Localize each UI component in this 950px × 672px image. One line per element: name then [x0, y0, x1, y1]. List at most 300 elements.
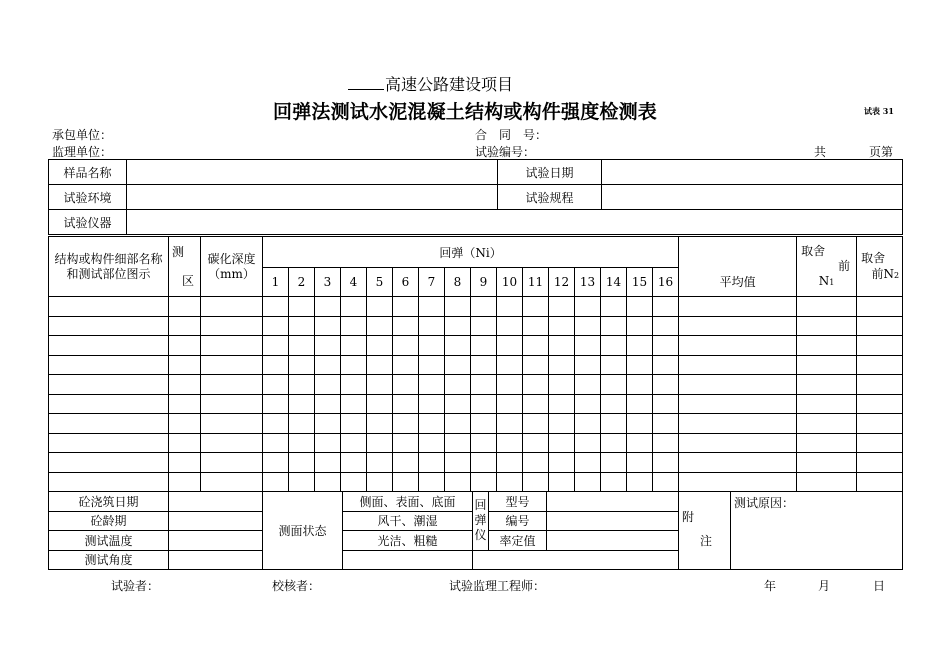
- component-header: 结构或构件细部名称和测试部位图示: [49, 237, 169, 297]
- table-row: [49, 492, 903, 512]
- data-row: [49, 394, 903, 414]
- n1-header-line-1: 取舍: [801, 243, 826, 258]
- carbonation-header: [201, 237, 263, 297]
- data-cell[interactable]: [679, 414, 797, 434]
- data-cell[interactable]: [797, 316, 857, 336]
- data-cell[interactable]: [471, 453, 497, 473]
- data-cell[interactable]: [523, 433, 549, 453]
- data-cell[interactable]: [575, 414, 601, 434]
- project-name-blank[interactable]: [348, 75, 384, 90]
- data-cell[interactable]: [169, 297, 201, 317]
- data-cell[interactable]: [169, 433, 201, 453]
- data-cell[interactable]: [497, 336, 523, 356]
- surface-option-side[interactable]: 侧面、表面、底面: [343, 492, 473, 512]
- zone-header: [169, 237, 201, 297]
- page-total-label: 共: [814, 145, 827, 159]
- data-cell[interactable]: [601, 453, 627, 473]
- point-number-header: 4: [341, 268, 367, 297]
- data-cell[interactable]: [523, 316, 549, 336]
- project-title: [348, 72, 513, 95]
- data-cell[interactable]: [797, 433, 857, 453]
- data-cell[interactable]: [445, 414, 471, 434]
- contract-no-label: 合 同 号：: [475, 128, 548, 142]
- data-cell[interactable]: [797, 453, 857, 473]
- data-cell[interactable]: [263, 433, 289, 453]
- data-cell[interactable]: [367, 472, 393, 492]
- data-cell[interactable]: [549, 453, 575, 473]
- data-cell[interactable]: [315, 375, 341, 395]
- data-cell[interactable]: [445, 472, 471, 492]
- data-cell[interactable]: [627, 433, 653, 453]
- data-cell[interactable]: [419, 336, 445, 356]
- hammer-label-1: 回: [474, 498, 487, 513]
- data-cell[interactable]: [627, 375, 653, 395]
- data-cell[interactable]: [201, 316, 263, 336]
- procedure-field[interactable]: [602, 185, 903, 210]
- data-cell[interactable]: [601, 375, 627, 395]
- n1-header: [797, 237, 857, 297]
- data-cell[interactable]: [445, 316, 471, 336]
- data-cell[interactable]: [341, 297, 367, 317]
- day-label: 日: [873, 579, 886, 593]
- data-cell[interactable]: [627, 297, 653, 317]
- data-cell[interactable]: [679, 472, 797, 492]
- data-cell[interactable]: [49, 375, 169, 395]
- data-cell[interactable]: [627, 453, 653, 473]
- data-cell[interactable]: [857, 433, 903, 453]
- point-number-header: 9: [471, 268, 497, 297]
- surface-option-smooth[interactable]: 光洁、粗糙: [343, 531, 473, 551]
- point-number-header: 13: [575, 268, 601, 297]
- data-cell[interactable]: [341, 433, 367, 453]
- data-cell[interactable]: [49, 394, 169, 414]
- data-cell[interactable]: [263, 394, 289, 414]
- data-cell[interactable]: [263, 297, 289, 317]
- page-title: 回弹法测试水泥混凝土结构或构件强度检测表: [273, 101, 658, 123]
- model-label: 型号: [489, 492, 547, 512]
- data-cell[interactable]: [341, 394, 367, 414]
- data-cell[interactable]: [797, 394, 857, 414]
- data-cell[interactable]: [169, 414, 201, 434]
- data-cell[interactable]: [575, 472, 601, 492]
- data-cell[interactable]: [445, 375, 471, 395]
- data-cell[interactable]: [497, 394, 523, 414]
- data-row: [49, 414, 903, 434]
- n2-header-line-1: 取舍: [861, 250, 886, 265]
- tester-label: 试验者：: [111, 579, 160, 593]
- data-row: [49, 453, 903, 473]
- data-cell[interactable]: [419, 472, 445, 492]
- data-cell[interactable]: [315, 472, 341, 492]
- surface-option-dry[interactable]: 风干、潮湿: [343, 511, 473, 531]
- data-cell[interactable]: [367, 414, 393, 434]
- data-cell[interactable]: [49, 316, 169, 336]
- data-cell[interactable]: [601, 316, 627, 336]
- data-cell[interactable]: [419, 453, 445, 473]
- data-cell[interactable]: [549, 297, 575, 317]
- data-cell[interactable]: [523, 414, 549, 434]
- data-cell[interactable]: [471, 394, 497, 414]
- data-cell[interactable]: [857, 453, 903, 473]
- data-cell[interactable]: [315, 414, 341, 434]
- data-cell[interactable]: [201, 394, 263, 414]
- data-cell[interactable]: [497, 316, 523, 336]
- data-cell[interactable]: [601, 336, 627, 356]
- n1-header-line-3: [797, 274, 856, 290]
- data-cell[interactable]: [315, 433, 341, 453]
- carbonation-header-line-2: （mm）: [208, 266, 255, 281]
- data-cell[interactable]: [367, 394, 393, 414]
- data-cell[interactable]: [419, 394, 445, 414]
- data-cell[interactable]: [341, 316, 367, 336]
- data-cell[interactable]: [575, 355, 601, 375]
- data-cell[interactable]: [201, 433, 263, 453]
- data-cell[interactable]: [497, 414, 523, 434]
- data-cell[interactable]: [315, 355, 341, 375]
- n2-letter: 前N: [871, 266, 894, 281]
- month-label: 月: [818, 579, 831, 593]
- environment-label: 试验环境: [49, 185, 127, 210]
- data-cell[interactable]: [601, 414, 627, 434]
- year-label: 年: [764, 579, 777, 593]
- data-cell[interactable]: [49, 433, 169, 453]
- data-cell[interactable]: [601, 297, 627, 317]
- data-cell[interactable]: [627, 336, 653, 356]
- data-cell[interactable]: [445, 297, 471, 317]
- data-cell[interactable]: [263, 316, 289, 336]
- age-field[interactable]: [169, 511, 263, 531]
- average-header-top: [679, 237, 797, 268]
- data-cell[interactable]: [169, 316, 201, 336]
- calibration-field[interactable]: [547, 531, 679, 551]
- data-cell[interactable]: [653, 394, 679, 414]
- data-cell[interactable]: [549, 414, 575, 434]
- data-cell[interactable]: [289, 453, 315, 473]
- data-cell[interactable]: [263, 472, 289, 492]
- angle-label: 测试角度: [49, 550, 169, 570]
- data-cell[interactable]: [627, 316, 653, 336]
- data-cell[interactable]: [857, 355, 903, 375]
- data-cell[interactable]: [653, 355, 679, 375]
- data-cell[interactable]: [315, 336, 341, 356]
- data-cell[interactable]: [263, 453, 289, 473]
- data-cell[interactable]: [393, 297, 419, 317]
- data-cell[interactable]: [797, 355, 857, 375]
- data-row: [49, 472, 903, 492]
- data-cell[interactable]: [549, 472, 575, 492]
- data-cell[interactable]: [679, 453, 797, 473]
- data-cell[interactable]: [857, 316, 903, 336]
- data-cell[interactable]: [575, 336, 601, 356]
- data-cell[interactable]: [497, 297, 523, 317]
- sample-name-field[interactable]: [127, 160, 498, 185]
- data-cell[interactable]: [263, 355, 289, 375]
- data-cell[interactable]: [857, 472, 903, 492]
- data-cell[interactable]: [679, 394, 797, 414]
- data-cell[interactable]: [627, 394, 653, 414]
- data-cell[interactable]: [201, 336, 263, 356]
- note-label: [679, 492, 731, 570]
- surface-state-label: 测面状态: [263, 492, 343, 570]
- data-cell[interactable]: [367, 375, 393, 395]
- data-cell[interactable]: [575, 297, 601, 317]
- data-cell[interactable]: [575, 394, 601, 414]
- data-cell[interactable]: [523, 375, 549, 395]
- data-cell[interactable]: [419, 355, 445, 375]
- data-cell[interactable]: [419, 414, 445, 434]
- data-cell[interactable]: [523, 336, 549, 356]
- model-field[interactable]: [547, 492, 679, 512]
- data-cell[interactable]: [315, 394, 341, 414]
- data-cell[interactable]: [471, 297, 497, 317]
- data-cell[interactable]: [797, 472, 857, 492]
- data-cell[interactable]: [49, 453, 169, 473]
- data-cell[interactable]: [471, 433, 497, 453]
- table-header-row: [49, 237, 903, 268]
- data-cell[interactable]: [341, 375, 367, 395]
- data-cell[interactable]: [601, 394, 627, 414]
- data-cell[interactable]: [471, 355, 497, 375]
- data-cell[interactable]: [393, 316, 419, 336]
- data-cell[interactable]: [445, 336, 471, 356]
- data-cell[interactable]: [393, 433, 419, 453]
- data-cell[interactable]: [393, 453, 419, 473]
- data-cell[interactable]: [169, 355, 201, 375]
- data-cell[interactable]: [201, 453, 263, 473]
- data-cell[interactable]: [857, 375, 903, 395]
- data-cell[interactable]: [471, 472, 497, 492]
- test-reason-label: 测试原因：: [734, 496, 795, 510]
- data-cell[interactable]: [393, 375, 419, 395]
- data-cell[interactable]: [393, 336, 419, 356]
- n1-letter: N: [818, 273, 830, 288]
- data-cell[interactable]: [653, 316, 679, 336]
- data-row: [49, 375, 903, 395]
- data-row: [49, 316, 903, 336]
- data-cell[interactable]: [201, 355, 263, 375]
- data-cell[interactable]: [549, 316, 575, 336]
- data-cell[interactable]: [341, 472, 367, 492]
- data-row: [49, 336, 903, 356]
- data-cell[interactable]: [549, 355, 575, 375]
- data-cell[interactable]: [289, 414, 315, 434]
- data-cell[interactable]: [653, 453, 679, 473]
- data-cell[interactable]: [289, 394, 315, 414]
- data-cell[interactable]: [679, 375, 797, 395]
- hammer-label-2: 弹: [474, 513, 487, 528]
- serial-field[interactable]: [547, 511, 679, 531]
- data-cell[interactable]: [169, 375, 201, 395]
- data-cell[interactable]: [679, 316, 797, 336]
- data-cell[interactable]: [653, 433, 679, 453]
- point-number-header: 6: [393, 268, 419, 297]
- data-cell[interactable]: [601, 472, 627, 492]
- data-cell[interactable]: [201, 414, 263, 434]
- table-row: [49, 160, 903, 185]
- data-cell[interactable]: [341, 453, 367, 473]
- data-cell[interactable]: [523, 472, 549, 492]
- n2-subscript: 2: [894, 270, 900, 280]
- data-cell[interactable]: [289, 316, 315, 336]
- data-cell[interactable]: [627, 355, 653, 375]
- data-cell[interactable]: [367, 453, 393, 473]
- data-cell[interactable]: [497, 433, 523, 453]
- data-cell[interactable]: [797, 297, 857, 317]
- data-cell[interactable]: [367, 355, 393, 375]
- data-cell[interactable]: [169, 472, 201, 492]
- data-cell[interactable]: [419, 297, 445, 317]
- data-cell[interactable]: [445, 433, 471, 453]
- data-cell[interactable]: [679, 336, 797, 356]
- data-row: [49, 297, 903, 317]
- hammer-label: [473, 492, 489, 551]
- n1-header-line-2: 前: [838, 258, 851, 273]
- data-cell[interactable]: [497, 472, 523, 492]
- data-cell[interactable]: [653, 375, 679, 395]
- data-cell[interactable]: [393, 472, 419, 492]
- data-cell[interactable]: [341, 336, 367, 356]
- data-cell[interactable]: [601, 433, 627, 453]
- data-cell[interactable]: [679, 433, 797, 453]
- data-cell[interactable]: [523, 453, 549, 473]
- checker-label: 校核者：: [272, 579, 321, 593]
- data-cell[interactable]: [289, 472, 315, 492]
- data-cell[interactable]: [653, 336, 679, 356]
- procedure-label: 试验规程: [498, 185, 602, 210]
- data-cell[interactable]: [549, 375, 575, 395]
- instrument-label: 试验仪器: [49, 210, 127, 235]
- data-cell[interactable]: [49, 297, 169, 317]
- data-cell[interactable]: [289, 375, 315, 395]
- data-cell[interactable]: [367, 336, 393, 356]
- data-cell[interactable]: [549, 336, 575, 356]
- sample-name-label: 样品名称: [49, 160, 127, 185]
- point-number-header: 3: [315, 268, 341, 297]
- environment-field[interactable]: [127, 185, 498, 210]
- data-cell[interactable]: [471, 414, 497, 434]
- zone-header-line-1: 测: [172, 244, 185, 259]
- data-cell[interactable]: [523, 394, 549, 414]
- point-number-header: 15: [627, 268, 653, 297]
- data-cell[interactable]: [201, 297, 263, 317]
- casting-date-field[interactable]: [169, 492, 263, 512]
- data-cell[interactable]: [289, 297, 315, 317]
- data-cell[interactable]: [601, 355, 627, 375]
- data-cell[interactable]: [797, 336, 857, 356]
- data-cell[interactable]: [419, 433, 445, 453]
- data-cell[interactable]: [549, 394, 575, 414]
- data-cell[interactable]: [49, 355, 169, 375]
- table-row: [49, 185, 903, 210]
- data-cell[interactable]: [445, 453, 471, 473]
- data-cell[interactable]: [797, 375, 857, 395]
- data-cell[interactable]: [471, 316, 497, 336]
- data-cell[interactable]: [575, 433, 601, 453]
- data-cell[interactable]: [445, 355, 471, 375]
- data-cell[interactable]: [549, 433, 575, 453]
- test-date-field[interactable]: [602, 160, 903, 185]
- data-cell[interactable]: [393, 414, 419, 434]
- instrument-field[interactable]: [127, 210, 903, 235]
- data-cell[interactable]: [679, 297, 797, 317]
- data-cell[interactable]: [169, 394, 201, 414]
- data-cell[interactable]: [627, 414, 653, 434]
- data-cell[interactable]: [627, 472, 653, 492]
- data-cell[interactable]: [289, 355, 315, 375]
- data-cell[interactable]: [289, 336, 315, 356]
- zone-header-line-2: 区: [181, 273, 194, 288]
- project-title-text: 高速公路建设项目: [385, 75, 514, 94]
- note-label-1: 附: [682, 510, 695, 524]
- data-cell[interactable]: [393, 394, 419, 414]
- data-cell[interactable]: [49, 414, 169, 434]
- form-number: 试表 31: [864, 106, 894, 116]
- data-cell[interactable]: [679, 355, 797, 375]
- rebound-table: [48, 236, 903, 492]
- data-cell[interactable]: [857, 336, 903, 356]
- test-reason-field[interactable]: [731, 492, 903, 570]
- data-cell[interactable]: [393, 355, 419, 375]
- data-cell[interactable]: [263, 375, 289, 395]
- data-cell[interactable]: [315, 297, 341, 317]
- data-cell[interactable]: [497, 355, 523, 375]
- data-cell[interactable]: [315, 453, 341, 473]
- data-cell[interactable]: [49, 336, 169, 356]
- data-cell[interactable]: [49, 472, 169, 492]
- data-cell[interactable]: [201, 375, 263, 395]
- data-cell[interactable]: [471, 336, 497, 356]
- data-cell[interactable]: [523, 355, 549, 375]
- data-cell[interactable]: [653, 414, 679, 434]
- data-cell[interactable]: [289, 433, 315, 453]
- data-cell[interactable]: [857, 297, 903, 317]
- data-cell[interactable]: [653, 297, 679, 317]
- data-cell[interactable]: [201, 472, 263, 492]
- angle-field[interactable]: [169, 550, 263, 570]
- data-cell[interactable]: [341, 414, 367, 434]
- table-row: [49, 210, 903, 235]
- data-cell[interactable]: [857, 414, 903, 434]
- data-cell[interactable]: [169, 336, 201, 356]
- data-cell[interactable]: [367, 297, 393, 317]
- data-cell[interactable]: [497, 375, 523, 395]
- data-cell[interactable]: [797, 414, 857, 434]
- temperature-field[interactable]: [169, 531, 263, 551]
- data-cell[interactable]: [419, 316, 445, 336]
- data-cell[interactable]: [169, 453, 201, 473]
- data-cell[interactable]: [263, 336, 289, 356]
- data-cell[interactable]: [367, 316, 393, 336]
- data-cell[interactable]: [575, 375, 601, 395]
- data-cell[interactable]: [523, 297, 549, 317]
- data-cell[interactable]: [471, 375, 497, 395]
- data-cell[interactable]: [341, 355, 367, 375]
- point-number-header: 5: [367, 268, 393, 297]
- data-cell[interactable]: [367, 433, 393, 453]
- data-cell[interactable]: [575, 453, 601, 473]
- data-cell[interactable]: [315, 316, 341, 336]
- data-cell[interactable]: [445, 394, 471, 414]
- test-date-label: 试验日期: [498, 160, 602, 185]
- data-cell[interactable]: [653, 472, 679, 492]
- data-cell[interactable]: [263, 414, 289, 434]
- hammer-empty-cell: [473, 550, 679, 570]
- data-cell[interactable]: [575, 316, 601, 336]
- data-cell[interactable]: [497, 453, 523, 473]
- point-number-header: 1: [263, 268, 289, 297]
- data-cell[interactable]: [419, 375, 445, 395]
- data-cell[interactable]: [857, 394, 903, 414]
